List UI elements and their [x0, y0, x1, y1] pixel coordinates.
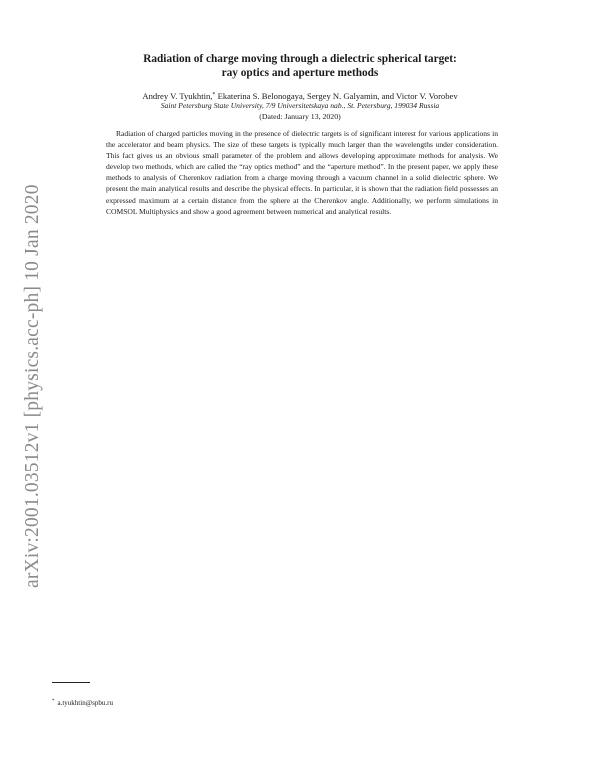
authors-before-mark: Andrey V. Tyukhtin,	[142, 91, 213, 101]
footnote-email: a.tyukhtin@spbu.ru	[57, 699, 113, 707]
title-line-1: Radiation of charge moving through a dielectric spherical target:	[143, 53, 457, 65]
affiliation: Saint Petersburg State University, 7/9 Universitetskaya nab., St. Petersburg, 199034 Russia	[160, 101, 440, 110]
paper-title	[100, 52, 500, 80]
footnote-mark: *	[52, 699, 55, 704]
authors-after-mark: Ekaterina S. Belonogaya, Sergey N. Galyamin, and Victor V. Vorobev	[215, 91, 458, 101]
arxiv-identifier-stamp: arXiv:2001.03512v1 [physics.acc-ph] 10 Jan 2020	[22, 184, 43, 588]
title-line-2: ray optics and aperture methods	[221, 67, 379, 79]
footnote-rule	[52, 682, 90, 683]
footnote	[52, 697, 113, 708]
abstract: Radiation of charged particles moving in the presence of dielectric targets is of significant interest for various applications in the accelerator and beam physics. The size of these targets is typically much larger than the wavelengths under consideration. This fact gives us an obvious small parameter of the problem and allows developing approximate methods for analysis. We develop two methods, which are called the “ray optics method” and the “aperture method”. In the present paper, we apply these methods to analysis of Cherenkov radiation from a charge moving through a vacuum channel in a solid dielectric sphere. We present the main analytical results and describe the physical effects. In particular, it is shown that the radiation field possesses an expressed maximum at a certain distance from the sphere at the Cherenkov angle. Additionally, we perform simulations in COMSOL Multiphysics and show a good agreement between numerical and analytical results.	[106, 129, 498, 216]
date-line: (Dated: January 13, 2020)	[259, 112, 341, 121]
corresponding-author-mark: *	[212, 92, 216, 98]
